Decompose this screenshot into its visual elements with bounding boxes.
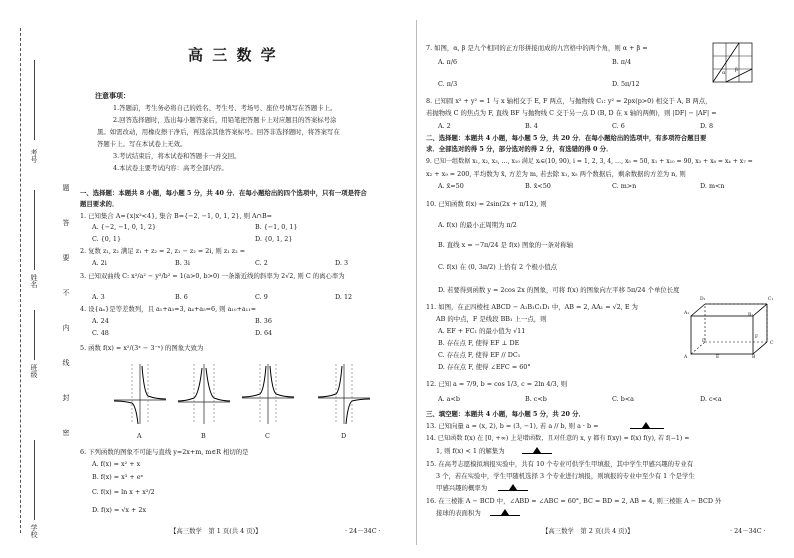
seal-char: 要 — [62, 254, 70, 262]
q4-option-b[interactable]: B. 36 — [255, 317, 272, 325]
triangle-marker-icon — [533, 447, 541, 453]
q11-label-b1: B₁ — [748, 313, 754, 318]
q16-answer-blank[interactable] — [490, 515, 520, 516]
right-page-code: · 24－34C · — [730, 527, 766, 535]
q12-option-a[interactable]: A. a<b — [438, 395, 460, 403]
seal-char: 内 — [62, 324, 70, 332]
q11-label-b: B — [752, 355, 756, 360]
q4-stem: 4. 设{aₙ}是等差数列，且 a₁+a₃=3, a₄+a₅=6, 则 a₁₀+a₁₁= — [80, 305, 257, 313]
q10-option-d[interactable]: D. 若要得到函数 y = 2cos 2x 的图象，可将 f(x) 的图象向左平移 5π/24 个单位长度 — [438, 286, 680, 294]
q8-option-a[interactable]: A. 2 — [438, 122, 451, 130]
q2-option-d[interactable]: D. 3 — [335, 259, 349, 267]
q9-option-d[interactable]: D. m<n — [700, 182, 725, 190]
q10-option-c[interactable]: C. f(x) 在 (0, 3π/2) 上恰有 2 个极小值点 — [438, 263, 558, 271]
q7-grid-figure — [712, 42, 754, 84]
triangle-marker-icon — [509, 484, 517, 490]
triangle-marker-icon — [642, 422, 650, 428]
q15-stem-cont: 3 个，若在实验中，学生甲随机选择 3 个专业进行填报，则填报的专业中至少有 1 个是学生 — [436, 472, 695, 480]
q9-option-c[interactable]: C. m>n — [612, 182, 637, 190]
q5-graph-a — [112, 362, 168, 426]
q7-stem: 7. 如图，α, β 是九个相同的正方形拼接而成的九宫格中的两个角，则 α + β = — [426, 44, 648, 52]
q14-stem-cont: 1, 则 f(x) < 1 的解集为 — [436, 447, 505, 455]
q11-label-a1: A₁ — [684, 311, 690, 316]
q12-option-d[interactable]: D. c<a — [700, 395, 722, 403]
section-one-heading-cont: 题目要求的． — [80, 200, 119, 208]
right-footer: 【高三数学 第 2 页(共 4 页)】 — [542, 527, 634, 535]
section-two-heading: 二、选择题：本题共 4 小题，每小题 5 分，共 20 分．在每小题给出的选项中，有多项符合题目要 — [426, 134, 707, 142]
q4-option-d[interactable]: D. 64 — [255, 329, 273, 337]
q15-stem-cont2: 甲感兴趣的概率为 — [436, 484, 488, 492]
q5-label-b[interactable]: B — [201, 432, 206, 440]
q5-graph-b — [176, 362, 232, 426]
q12-stem: 12. 已知 a = 7/9, b = cos 1/3, c = 2ln 4/3, 则 — [426, 380, 568, 388]
xuexiao-field[interactable] — [34, 440, 35, 520]
q10-stem: 10. 已知函数 f(x) = 2sin(2x + π/12), 则 — [426, 200, 547, 208]
q14-answer-blank[interactable] — [522, 453, 552, 454]
q11-label-c: C — [770, 341, 774, 346]
q12-option-c[interactable]: C. b<a — [612, 395, 634, 403]
q4-option-a[interactable]: A. 24 — [92, 317, 109, 325]
q11-label-e: E — [716, 355, 720, 360]
q11-option-c[interactable]: C. 存在点 F, 使得 EF // DC₁ — [438, 351, 521, 359]
q16-stem: 16. 在三棱锥 A − BCD 中，∠ABD = ∠ABC = 60°, BC = BD = 2, AB = 4, 则三棱锥 A − BCD 外 — [426, 497, 722, 505]
q5-label-d[interactable]: D — [341, 432, 347, 440]
q1-option-c[interactable]: C. {0, 1} — [92, 235, 122, 243]
notice-line: 答题卡上。写在本试卷上无效。 — [97, 140, 187, 148]
section-three-heading: 三、填空题：本题共 4 小题，每小题 5 分，共 20 分． — [426, 410, 585, 418]
q13-stem: 13. 已知向量 a = (x, 2), b = (3, −1), 若 a // b, 则 a · b = — [426, 422, 599, 430]
seal-char: 答 — [62, 219, 70, 227]
q4-option-c[interactable]: C. 48 — [92, 329, 109, 337]
left-footer: 【高三数学 第 1 页(共 4 页)】 — [170, 527, 262, 535]
q7-option-a[interactable]: A. π/6 — [438, 58, 458, 66]
q6-option-b[interactable]: B. f(x) = x³ + eˣ — [92, 473, 144, 481]
seal-char: 题 — [62, 184, 70, 192]
q11-label-d1: D₁ — [700, 297, 706, 302]
notice-line: 3.考试结束后，将本试卷和答题卡一并交回。 — [113, 152, 241, 160]
xingming-field[interactable] — [34, 190, 35, 270]
q5-label-a[interactable]: A — [137, 432, 142, 440]
q5-label-c[interactable]: C — [265, 432, 270, 440]
q11-label-d: D — [702, 339, 706, 344]
q6-option-a[interactable]: A. f(x) = x² + x — [92, 460, 141, 468]
q3-stem: 3. 已知双曲线 C: x²/a² − y²/b² = 1(a>0, b>0) 一条渐近线的斜率为 2√2, 则 C 的离心率为 — [80, 272, 345, 280]
q11-option-a[interactable]: A. EF + FC₁ 的最小值为 √11 — [438, 327, 526, 335]
q14-stem: 14. 已知函数 f(x) 在 [0, +∞) 上是增函数，且对任意的 x, y 都有 f(xy) = f(x) f(y), 若 f(−1) = — [426, 435, 690, 442]
q3-option-b[interactable]: B. 6 — [175, 293, 188, 301]
q8-option-b[interactable]: B. 4 — [525, 122, 538, 130]
q11-option-d[interactable]: D. 存在点 F, 使得 ∠EFC = 60° — [438, 363, 531, 371]
kaohao-field[interactable] — [34, 60, 35, 140]
q5-graph-c — [240, 362, 296, 426]
q1-option-d[interactable]: D. {0, 1, 2} — [255, 235, 293, 243]
q7-option-c[interactable]: C. π/3 — [438, 80, 458, 88]
q3-option-d[interactable]: D. 12 — [335, 293, 353, 301]
q1-option-a[interactable]: A. {−2, −1, 0, 1, 2} — [92, 223, 157, 231]
left-page-code: · 24－34C · — [345, 527, 381, 535]
q7-alpha-label: α — [722, 70, 726, 76]
q13-answer-blank[interactable] — [630, 428, 664, 429]
q2-stem: 2. 复数 z₁, z₂ 满足 z₁ + z₂ = 2, z₁ − z₂ = 2i, 则 z₁ z₂ = — [80, 247, 246, 255]
q8-stem-cont: 若抛物线 C 的焦点为 F, 直线 BF 与抛物线 C 交于另一点 D (B, D 在 x 轴的两侧)，则 |DF| − |AF| = — [426, 109, 717, 117]
q11-stem-cont: AB 的中点，F 是线段 BB₁ 上一点，则 — [436, 315, 547, 323]
q12-option-b[interactable]: B. c<b — [525, 395, 547, 403]
q9-option-b[interactable]: B. x̄<50 — [525, 182, 551, 190]
q11-prism-figure — [683, 300, 773, 358]
q6-option-c[interactable]: C. f(x) = ln x + x²/2 — [92, 488, 155, 496]
q11-label-a: A — [684, 355, 688, 360]
q2-option-b[interactable]: B. 3i — [175, 259, 190, 267]
q8-stem: 8. 已知圆 x² + y² = 1 与 x 轴相交于 E, F 两点，与抛物线 C₁: y² = 2px(p>0) 相交于 A, B 两点， — [426, 97, 712, 105]
q16-stem-cont: 接球的表面积为 — [436, 509, 481, 517]
triangle-marker-icon — [501, 509, 509, 515]
q8-option-d[interactable]: D. 8 — [700, 122, 714, 130]
banji-label: 班级 — [30, 364, 38, 379]
q9-stem-cont: x₂ + x₉ = 200, 平均数为 x̄, 方差为 m, 若去除 x₁, x₅ 两个数据后，剩余数据的方差为 n, 则 — [426, 170, 686, 178]
q15-answer-blank[interactable] — [498, 490, 528, 491]
q11-label-c1: C₁ — [768, 297, 774, 302]
q7-option-d[interactable]: D. 5π/12 — [612, 80, 640, 88]
q9-stem: 9. 已知一组数据 x₁, x₂, x₃, …, x₁₀ 满足 xᵢ∈(10, 90), i = 1, 2, 3, 4, …, x₅ = 50, x₁ + x₁₀ = 90, x₃ + x₈ = x₄ + x₇ = — [426, 158, 753, 165]
q7-beta-label: β — [735, 67, 738, 73]
notice-line: 4.本试卷主要考试内容：高考全部内容。 — [113, 164, 228, 172]
q6-option-d[interactable]: D. f(x) = √x + 2x — [92, 506, 147, 514]
q3-option-a[interactable]: A. 3 — [92, 293, 105, 301]
notice-line: 黑。如需改动，用橡皮擦干净后，再选涂其他答案标号。回答非选择题时，将答案写在 — [97, 128, 340, 136]
notice-line: 2.回答选择题时，选出每小题答案后，用铅笔把答题卡上对应题目的答案标号涂 — [113, 116, 337, 124]
binding-dashed-line — [20, 28, 21, 533]
seal-char: 线 — [62, 359, 70, 367]
seal-char: 不 — [62, 289, 70, 297]
notice-line: 1.答题前，考生务必将自己的姓名、考生号、考场号、座位号填写在答题卡上。 — [113, 104, 337, 112]
q5-stem: 5. 函数 f(x) = x²/(3ˣ − 3⁻ˣ) 的图象大致为 — [80, 344, 204, 352]
q1-stem: 1. 已知集合 A={x|x²<4}, 集合 B={−2, −1, 0, 1, 2}, 则 A∩B= — [80, 212, 273, 220]
q11-label-f: F — [755, 335, 759, 340]
q3-option-c[interactable]: C. 9 — [255, 293, 268, 301]
q15-stem: 15. 在高考志愿模拟填报实验中，共有 10 个专业可供学生甲填报，其中学生甲感兴趣的专业有 — [426, 460, 694, 468]
seal-char: 封 — [62, 394, 70, 402]
xingming-label: 姓名 — [30, 274, 38, 289]
q2-option-c[interactable]: C. 2 — [255, 259, 268, 267]
q7-option-b[interactable]: B. π/4 — [612, 58, 632, 66]
q2-option-a[interactable]: A. 2i — [92, 259, 107, 267]
q11-option-b[interactable]: B. 存在点 F, 使得 EF ⊥ DE — [438, 339, 520, 347]
exam-title: 高 三 数 学 — [188, 46, 278, 64]
q11-stem: 11. 如图，在正四棱柱 ABCD − A₁B₁C₁D₁ 中，AB = 2, AA₁ = √2, E 为 — [426, 303, 638, 311]
q6-stem: 6. 下列函数的图象不可能与直线 y=2x+m, m∈R 相切的是 — [80, 448, 249, 456]
section-two-heading-cont: 求．全部选对的得 5 分，部分选对的得 2 分，有选错的得 0 分． — [426, 145, 613, 153]
q5-graph-d — [316, 362, 372, 426]
section-one-heading: 一、选择题：本题共 8 小题，每小题 5 分，共 40 分．在每小题给出的四个选项中，只有一项是符合 — [80, 189, 367, 197]
q10-option-b[interactable]: B. 直线 x = −7π/24 是 f(x) 图象的一条对称轴 — [438, 241, 574, 249]
q1-option-b[interactable]: B. {−1, 0, 1} — [255, 223, 298, 231]
q8-option-c[interactable]: C. 6 — [612, 122, 625, 130]
seal-char: 密 — [62, 429, 70, 437]
q9-option-a[interactable]: A. x̄=50 — [438, 182, 464, 190]
notice-heading: 注意事项： — [95, 91, 130, 100]
q10-option-a[interactable]: A. f(x) 的最小正周期为 π/2 — [438, 221, 517, 229]
page-divider — [416, 20, 417, 545]
banji-field[interactable] — [34, 310, 35, 360]
xuexiao-label: 学校 — [30, 524, 38, 539]
kaohao-label: 考号 — [30, 149, 38, 164]
